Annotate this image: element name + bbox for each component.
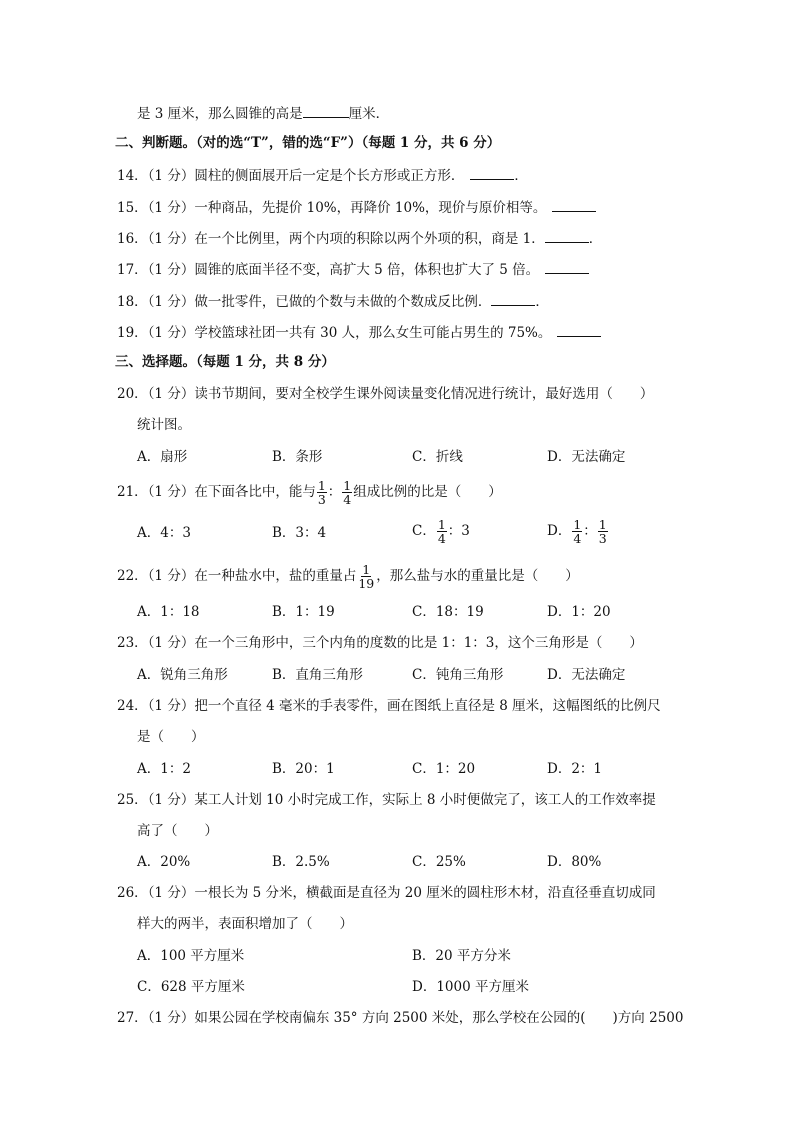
- question-score: （1 分）: [147, 294, 195, 310]
- fraction: [317, 479, 327, 506]
- option-letter: C．: [412, 523, 436, 539]
- question-24: [117, 697, 661, 715]
- answer-blank[interactable]: [303, 103, 349, 118]
- option-a[interactable]: A．锐角三角形: [137, 667, 228, 683]
- question-score: （1 分）: [147, 386, 195, 402]
- question-score: （1 分）: [147, 698, 195, 714]
- question-23: [117, 634, 643, 652]
- question-18: [117, 291, 549, 311]
- question-score: （1 分）: [147, 200, 195, 216]
- question-text: 一种商品，先提价 10%，再降价 10%，现价与原价相等。: [194, 200, 547, 216]
- option-c[interactable]: [412, 517, 470, 545]
- option-d[interactable]: D．80%: [547, 854, 602, 870]
- fraction: [572, 518, 582, 545]
- question-score: （1 分）: [147, 568, 195, 584]
- option-b[interactable]: B．2.5%: [272, 854, 330, 870]
- question-text: 一根长为 5 分米，横截面是直径为 20 厘米的圆柱形木材，沿直径垂直切成同: [194, 885, 656, 901]
- question-20-line2: 统计图。: [137, 417, 191, 433]
- answer-blank[interactable]: [557, 322, 601, 337]
- option-a[interactable]: A．20%: [137, 854, 191, 870]
- question-text: 圆锥的底面半径不变，高扩大 5 倍，体积也扩大了 5 倍。: [194, 262, 540, 278]
- option-c[interactable]: C．折线: [412, 449, 463, 465]
- question-tail: ．: [535, 294, 549, 310]
- question-number: 24．: [117, 698, 148, 714]
- fraction-denominator: 3: [598, 531, 607, 546]
- question-21: [117, 478, 502, 506]
- option-d[interactable]: D．1000 平方厘米: [412, 979, 529, 995]
- question-score: （1 分）: [147, 231, 195, 247]
- question-score: （1 分）: [147, 262, 195, 278]
- question-text: 圆柱的侧面展开后一定是个长方形或正方形．: [194, 168, 465, 184]
- fraction-numerator: 1: [362, 562, 371, 577]
- fraction-numerator: 1: [343, 478, 352, 493]
- option-d[interactable]: D．无法确定: [547, 449, 626, 465]
- question-text: ，那么盐与水的重量比是（ ）: [376, 568, 579, 584]
- question-number: 26．: [117, 885, 148, 901]
- fraction-numerator: 1: [317, 478, 326, 493]
- question-20: [117, 385, 653, 403]
- option-a[interactable]: A．1：18: [137, 604, 200, 620]
- question-text: 在一个三角形中，三个内角的度数的比是 1：1：3，这个三角形是（ ）: [194, 635, 643, 651]
- answer-blank[interactable]: [491, 291, 535, 306]
- question-number: 17．: [117, 262, 148, 278]
- question-text: 如果公园在学校南偏东 35° 方向 2500 米处，那么学校在公园的( )方向 2500: [194, 1010, 684, 1026]
- question-text: 把一个直径 4 毫米的手表零件，画在图纸上直径是 8 厘米，这幅图纸的比例尺: [194, 698, 661, 714]
- question-number: 14．: [117, 168, 148, 184]
- question-text: 学校篮球社团一共有 30 人，那么女生可能占男生的 75%。: [194, 325, 552, 341]
- option-c[interactable]: C．25%: [412, 854, 466, 870]
- question-score: （1 分）: [147, 792, 195, 808]
- fraction: [437, 518, 447, 545]
- question-number: 15．: [117, 200, 148, 216]
- option-b[interactable]: B．1：19: [272, 604, 335, 620]
- answer-blank[interactable]: [545, 228, 589, 243]
- fraction-denominator: 19: [358, 576, 375, 591]
- question-tail: ．: [588, 231, 603, 247]
- question-score: （1 分）: [147, 635, 195, 651]
- question-17: [117, 259, 589, 279]
- option-d[interactable]: D．2：1: [547, 761, 603, 777]
- question-text: 在一种盐水中，盐的重量占: [194, 568, 357, 584]
- option-a[interactable]: A．4：3: [137, 525, 191, 541]
- question-text: 在下面各比中，能与: [194, 484, 316, 500]
- section-3-title: 三、选择题。（每题 1 分，共 8 分）: [115, 354, 335, 370]
- option-c[interactable]: C．钝角三角形: [412, 667, 504, 683]
- option-b[interactable]: B．直角三角形: [272, 667, 363, 683]
- question-tail: ．: [514, 168, 528, 184]
- question-number: 16．: [117, 231, 148, 247]
- question-text: 某工人计划 10 小时完成工作，实际上 8 小时便做完了，该工人的工作效率提: [194, 792, 656, 808]
- question-27: [117, 1009, 683, 1027]
- question-24-line2: 是（ ）: [137, 729, 205, 745]
- option-d[interactable]: [547, 517, 609, 545]
- fraction-denominator: 4: [573, 531, 582, 546]
- fraction: [342, 479, 352, 506]
- option-c[interactable]: C．1：20: [412, 761, 476, 777]
- fraction: [598, 518, 608, 545]
- option-b[interactable]: B．20 平方分米: [412, 948, 511, 964]
- option-b[interactable]: B．条形: [272, 449, 323, 465]
- option-a[interactable]: A．扇形: [137, 449, 188, 465]
- option-b[interactable]: B．3：4: [272, 525, 327, 541]
- option-letter: D．: [547, 523, 572, 539]
- ratio-colon: ：: [327, 484, 342, 500]
- option-c[interactable]: C．628 平方厘米: [137, 979, 245, 995]
- answer-blank[interactable]: [470, 165, 514, 180]
- option-d[interactable]: D．1：20: [547, 604, 611, 620]
- q13-continuation: [137, 103, 389, 123]
- answer-blank[interactable]: [552, 197, 596, 212]
- question-26-line2: 样大的两半，表面积增加了（ ）: [137, 916, 353, 932]
- fraction-numerator: 1: [437, 517, 446, 532]
- question-16: [117, 228, 602, 248]
- question-26: [117, 884, 656, 902]
- ratio-colon: ：: [583, 523, 597, 539]
- question-25: [117, 791, 656, 809]
- question-number: 20．: [117, 386, 148, 402]
- question-19: [117, 322, 601, 342]
- question-number: 18．: [117, 294, 148, 310]
- question-score: （1 分）: [147, 885, 195, 901]
- option-a[interactable]: A．1：2: [137, 761, 191, 777]
- question-text: 组成比例的比是（ ）: [353, 484, 502, 500]
- q13-text-b: 厘米．: [348, 106, 390, 122]
- question-score: （1 分）: [147, 325, 195, 341]
- fraction-numerator: 1: [573, 517, 582, 532]
- question-text: 在一个比例里，两个内项的积除以两个外项的积，商是 1．: [194, 231, 545, 247]
- option-a[interactable]: A．100 平方厘米: [137, 948, 245, 964]
- fraction: [357, 563, 375, 590]
- section-2-title: 二、判断题。（对的选“T”，错的选“F”）（每题 1 分，共 6 分）: [115, 135, 501, 151]
- fraction-denominator: 4: [437, 531, 446, 546]
- question-14: [117, 165, 528, 185]
- question-text: 做一批零件，已做的个数与未做的个数成反比例．: [194, 294, 492, 310]
- question-22: [117, 562, 579, 590]
- question-25-line2: 高了（ ）: [137, 823, 218, 839]
- fraction-denominator: 4: [343, 492, 352, 507]
- fraction-denominator: 3: [317, 492, 326, 507]
- q13-text-a: 是 3 厘米，那么圆锥的高是: [137, 106, 303, 122]
- question-number: 27．: [117, 1010, 148, 1026]
- question-number: 25．: [117, 792, 148, 808]
- answer-blank[interactable]: [545, 259, 589, 274]
- option-b[interactable]: B．20：1: [272, 761, 335, 777]
- question-number: 23．: [117, 635, 148, 651]
- question-text: 读书节期间，要对全校学生课外阅读量变化情况进行统计，最好选用（ ）: [194, 386, 654, 402]
- option-c[interactable]: C．18：19: [412, 604, 484, 620]
- question-15: [117, 197, 596, 217]
- question-number: 21．: [117, 484, 148, 500]
- question-score: （1 分）: [147, 1010, 195, 1026]
- option-d[interactable]: D．无法确定: [547, 667, 626, 683]
- fraction-numerator: 1: [598, 517, 607, 532]
- option-text: ：3: [447, 523, 470, 539]
- question-score: （1 分）: [147, 168, 195, 184]
- question-score: （1 分）: [147, 484, 195, 500]
- question-number: 19．: [117, 325, 148, 341]
- question-number: 22．: [117, 568, 148, 584]
